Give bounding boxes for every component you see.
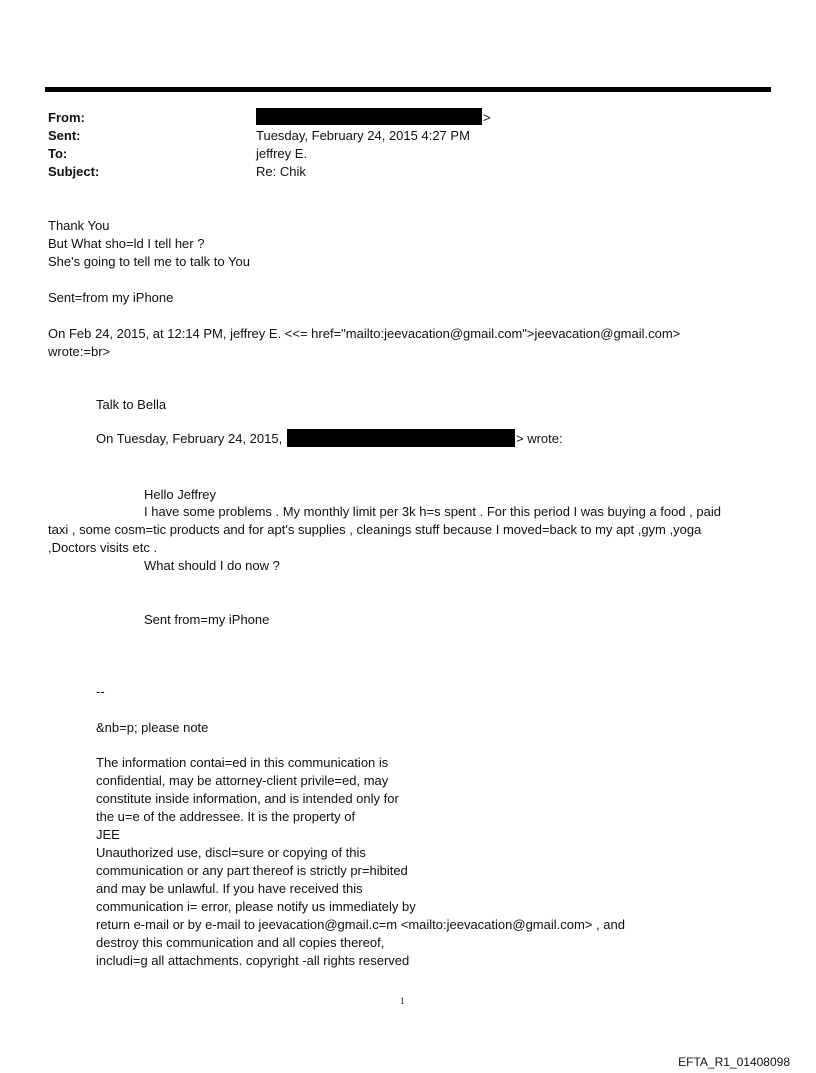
header-rule xyxy=(45,87,771,92)
page-number: 1 xyxy=(400,996,405,1006)
from-label: From: xyxy=(48,110,85,125)
disclaimer-line: destroy this communication and all copies thereof, xyxy=(96,935,385,950)
quoted-reply: Talk to Bella xyxy=(96,397,167,412)
disclaimer-line: constitute inside information, and is intended only for xyxy=(96,791,399,806)
disclaimer-line: communication or any part thereof is strictly pr=hibited xyxy=(96,863,408,878)
disclaimer-line: confidential, may be attorney-client privile=ed, may xyxy=(96,773,389,788)
redacted-sender xyxy=(256,108,482,125)
disclaimer-line: The information contai=ed in this communication is xyxy=(96,755,389,770)
quote-intro-line: On Feb 24, 2015, at 12:14 PM, jeffrey E. <<= href="mailto:jeevacation@gmail.com">jeevacation@gmail.com> xyxy=(48,326,681,341)
quoted-sent-from: Sent from=my iPhone xyxy=(144,612,270,627)
disclaimer-line: return e-mail or by e-mail to jeevacation@gmail.c=m <mailto:jeevacation@gmail.com> , and xyxy=(96,917,625,932)
body-line: Thank You xyxy=(48,218,110,233)
body-line: But What sho=ld I tell her ? xyxy=(48,236,205,251)
disclaimer-line: includi=g all attachments. copyright -all rights reserved xyxy=(96,953,410,968)
sent-label: Sent: xyxy=(48,128,81,143)
quote-intro-line: wrote:=br> xyxy=(48,344,111,359)
message-line: I have some problems . My monthly limit per 3k h=s spent . For this period I was buying a food , paid xyxy=(144,504,721,519)
subject-value: Re: Chik xyxy=(256,164,306,179)
greeting: Hello Jeffrey xyxy=(144,487,217,502)
to-label: To: xyxy=(48,146,68,161)
to-value: jeffrey E. xyxy=(256,146,308,161)
disclaimer-line: communication i= error, please notify us immediately by xyxy=(96,899,416,914)
document-id: EFTA_R1_01408098 xyxy=(678,1055,790,1069)
message-line: ,Doctors visits etc . xyxy=(48,540,158,555)
quoted-on-suffix: > wrote: xyxy=(516,431,563,446)
redacted-sender xyxy=(287,429,515,447)
disclaimer-line: the u=e of the addressee. It is the property of xyxy=(96,809,356,824)
sent-from-line: Sent=from my iPhone xyxy=(48,290,174,305)
message-line: taxi , some cosm=tic products and for apt's supplies , cleanings stuff because I moved=back to my apt ,gym ,yoga xyxy=(48,522,702,537)
disclaimer-line: JEE xyxy=(96,827,120,842)
quoted-on-prefix: On Tuesday, February 24, 2015, xyxy=(96,431,283,446)
signature-dash: -- xyxy=(96,684,105,699)
message-line: What should I do now ? xyxy=(144,558,280,573)
body-line: She's going to tell me to talk to You xyxy=(48,254,250,269)
from-suffix: > xyxy=(483,110,491,125)
disclaimer xyxy=(96,754,625,970)
disclaimer-line: and may be unlawful. If you have received this xyxy=(96,881,363,896)
subject-label: Subject: xyxy=(48,164,100,179)
sent-value: Tuesday, February 24, 2015 4:27 PM xyxy=(256,128,470,143)
please-note: &nb=p; please note xyxy=(96,720,209,735)
disclaimer-line: Unauthorized use, discl=sure or copying of this xyxy=(96,845,366,860)
